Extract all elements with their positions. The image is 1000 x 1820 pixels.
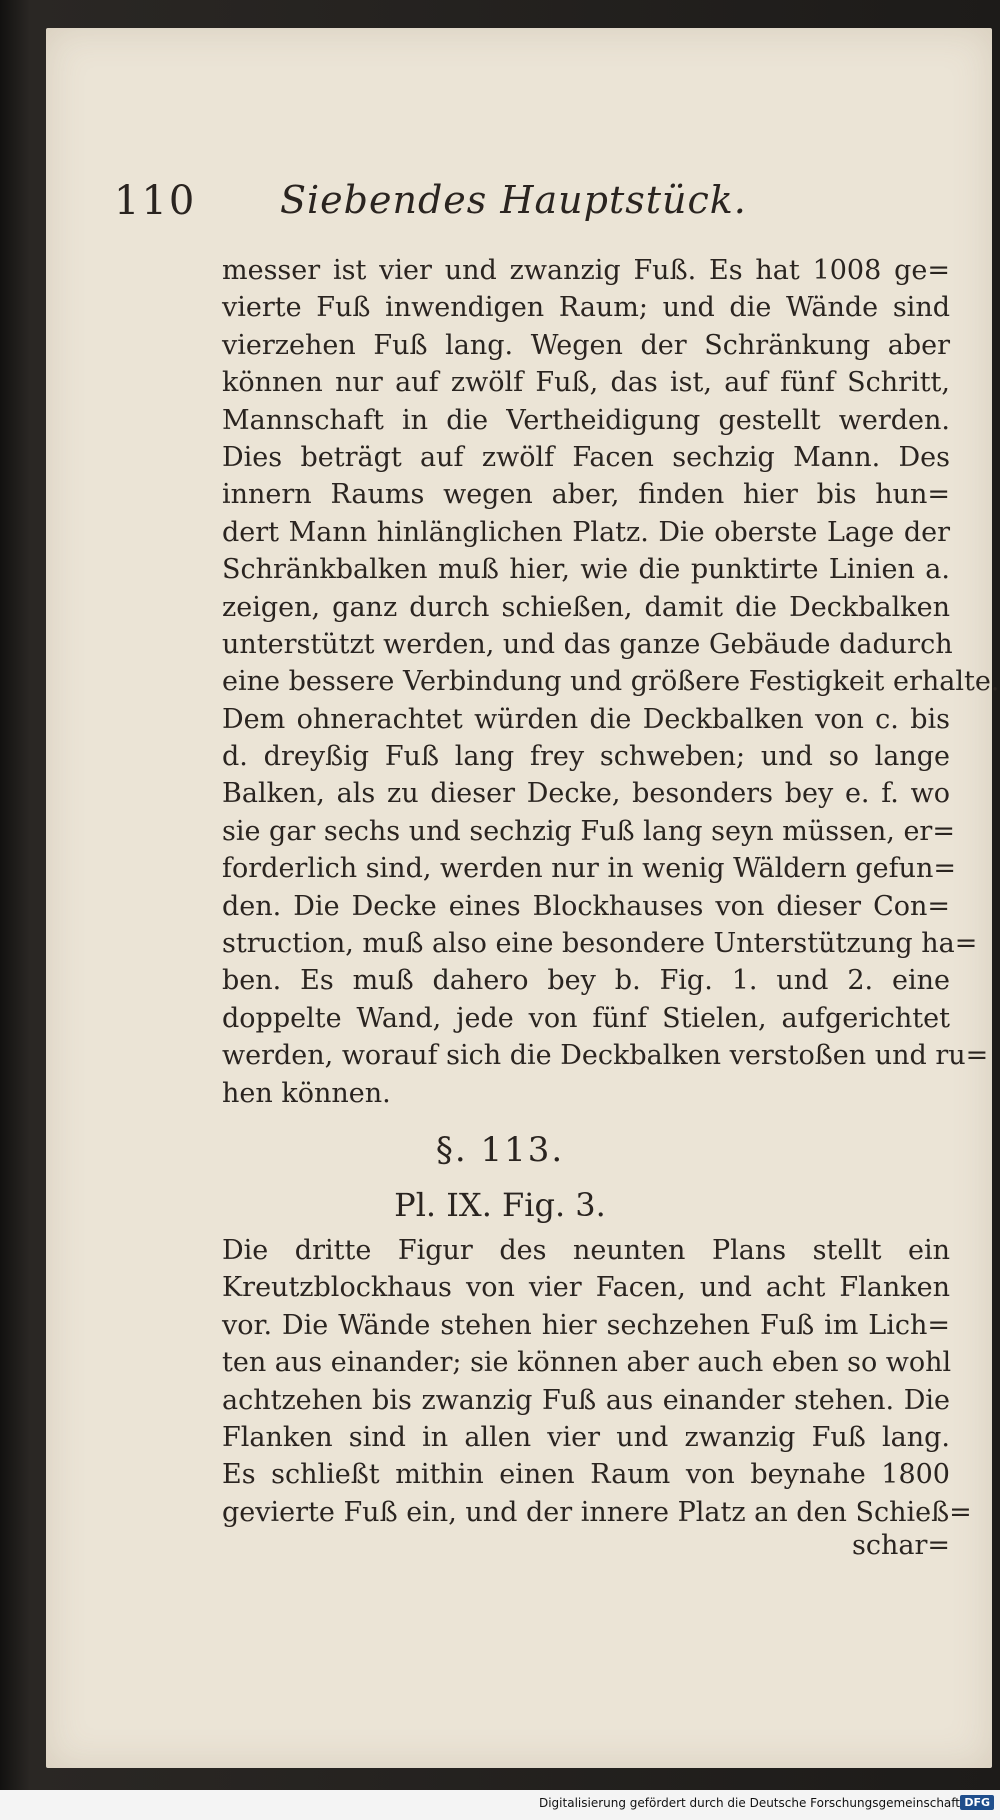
text-line: innern Raums wegen aber, finden hier bis hun= bbox=[222, 479, 950, 511]
page-number: 110 bbox=[114, 178, 197, 224]
text-line: Flanken sind in allen vier und zwanzig Fuß lang. bbox=[222, 1421, 950, 1453]
text-line: gevierte Fuß ein, und der innere Platz an den Schieß= bbox=[222, 1496, 972, 1528]
text-line: forderlich sind, werden nur in wenig Wäldern gefun= bbox=[222, 853, 957, 885]
text-line: werden, worauf sich die Deckbalken verstoßen und ru= bbox=[222, 1040, 989, 1072]
chapter-running-title: Siebendes Hauptstück. bbox=[280, 178, 747, 222]
text-line: messer ist vier und zwanzig Fuß. Es hat 1008 ge= bbox=[222, 255, 950, 286]
text-line: Balken, als zu dieser Decke, besonders bey e. f. wo bbox=[222, 778, 950, 810]
text-line: den. Die Decke eines Blockhauses von dieser Con= bbox=[222, 890, 950, 922]
text-line: d. dreyßig Fuß lang frey schweben; und so lange bbox=[222, 741, 950, 773]
text-line: ben. Es muß dahero bey b. Fig. 1. und 2. eine bbox=[222, 965, 950, 997]
dfg-logo: DFG bbox=[960, 1795, 994, 1810]
text-line: vor. Die Wände stehen hier sechzehen Fuß im Lich= bbox=[222, 1309, 950, 1341]
paragraph-1 bbox=[222, 252, 1000, 1112]
digitization-footer bbox=[0, 1790, 1000, 1820]
text-line: zeigen, ganz durch schießen, damit die Deckbalken bbox=[222, 591, 950, 623]
text-line: Die dritte Figur des neunten Plans stellt ein bbox=[222, 1235, 950, 1266]
running-head bbox=[114, 178, 774, 238]
section-number: §. 113. bbox=[435, 1130, 565, 1170]
text-line: Es schließt mithin einen Raum von beynahe 1800 bbox=[222, 1459, 950, 1491]
text-line: vierte Fuß inwendigen Raum; und die Wände sind bbox=[222, 292, 950, 324]
text-line: Kreutzblockhaus von vier Facen, und acht Flanken bbox=[222, 1272, 950, 1304]
text-line: struction, muß also eine besondere Unterstützung ha= bbox=[222, 928, 978, 960]
text-line: dert Mann hinlänglichen Platz. Die oberste Lage der bbox=[222, 516, 950, 548]
text-line: können nur auf zwölf Fuß, das ist, auf fünf Schritt, bbox=[222, 367, 950, 399]
text-line: sie gar sechs und sechzig Fuß lang seyn müssen, er= bbox=[222, 815, 955, 847]
text-line: Dies beträgt auf zwölf Facen sechzig Mann. Des bbox=[222, 441, 950, 473]
footer-credit: Digitalisierung gefördert durch die Deutsche Forschungsgemeinschaft bbox=[538, 1796, 960, 1810]
catchword: schar= bbox=[852, 1530, 950, 1561]
section-subtitle: Pl. IX. Fig. 3. bbox=[394, 1186, 606, 1224]
text-line: unterstützt werden, und das ganze Gebäude dadurch bbox=[222, 628, 953, 660]
text-line: hen können. bbox=[222, 1077, 391, 1109]
text-line: vierzehen Fuß lang. Wegen der Schränkung aber bbox=[222, 329, 950, 361]
text-line: Schränkbalken muß hier, wie die punktirte Linien a. bbox=[222, 554, 950, 586]
text-line: achtzehen bis zwanzig Fuß aus einander stehen. Die bbox=[222, 1384, 950, 1416]
paragraph-2 bbox=[222, 1232, 972, 1531]
text-line: Mannschaft in die Vertheidigung gestellt werden. bbox=[222, 404, 950, 436]
text-line: eine bessere Verbindung und größere Festigkeit erhalte. bbox=[222, 666, 1000, 698]
text-line: doppelte Wand, jede von fünf Stielen, aufgerichtet bbox=[222, 1002, 950, 1034]
text-line: ten aus einander; sie können aber auch eben so wohl bbox=[222, 1347, 952, 1379]
text-line: Dem ohnerachtet würden die Deckbalken von c. bis bbox=[222, 703, 950, 735]
